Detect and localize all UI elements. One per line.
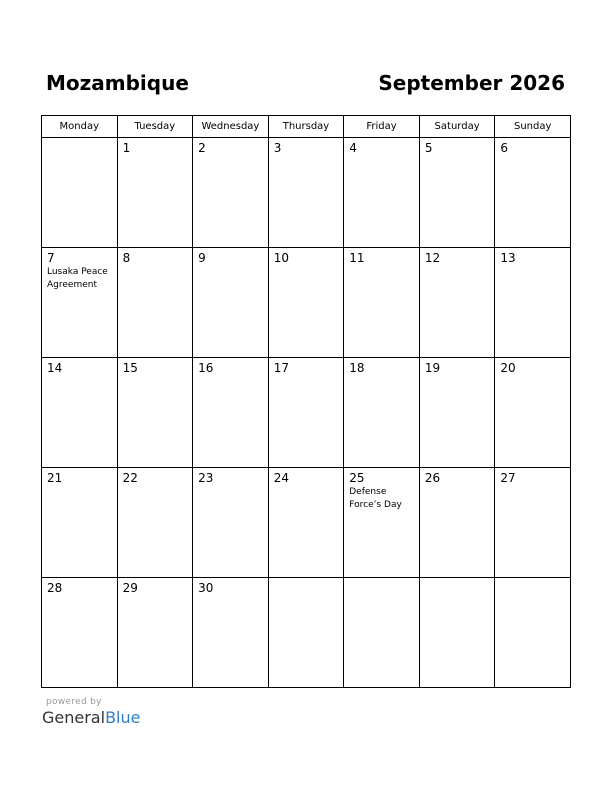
day-cell [268, 468, 344, 578]
day-cell [268, 248, 344, 358]
event-label [344, 375, 419, 376]
event-label [495, 375, 570, 376]
day-cell [495, 468, 571, 578]
week-row [42, 138, 571, 248]
day-number: 8 [122, 251, 131, 265]
event-label [344, 265, 419, 266]
day-number: 10 [273, 251, 289, 265]
day-number: 27 [500, 471, 516, 485]
event-label [118, 595, 193, 596]
day-cell [193, 358, 269, 468]
day-cell [268, 358, 344, 468]
event-label [42, 485, 117, 486]
event-label [420, 581, 495, 582]
generalblue-logo[interactable] [42, 708, 140, 727]
day-number: 5 [424, 141, 433, 155]
day-cell [495, 358, 571, 468]
weekday-header: Tuesday [117, 116, 193, 138]
day-cell [193, 248, 269, 358]
day-number: 18 [349, 361, 365, 375]
day-number: 26 [424, 471, 441, 485]
week-row [42, 468, 571, 578]
day-number: 15 [122, 361, 138, 375]
day-number: 22 [122, 471, 138, 485]
day-cell [193, 578, 269, 688]
day-number: 13 [500, 251, 516, 265]
day-cell [117, 468, 193, 578]
week-row [42, 578, 571, 688]
event-label [193, 155, 268, 156]
weekday-header: Friday [344, 116, 420, 138]
event-label [269, 375, 344, 376]
event-label [269, 265, 344, 266]
day-number: 23 [198, 471, 214, 485]
week-row [42, 248, 571, 358]
day-cell [42, 138, 118, 248]
day-number: 9 [198, 251, 206, 265]
event-label [42, 375, 117, 376]
event-label [193, 265, 268, 266]
day-cell [42, 468, 118, 578]
event-label [42, 595, 117, 596]
day-number: 16 [198, 361, 214, 375]
day-number: 19 [424, 361, 441, 375]
day-cell [117, 138, 193, 248]
day-number: 7 [47, 251, 55, 265]
day-number: 17 [273, 361, 289, 375]
week-row [42, 358, 571, 468]
brand-blue-text: Blue [105, 708, 141, 727]
event-label: Defense Force’s Day [349, 487, 402, 510]
event-label [269, 485, 344, 486]
weekday-header-row [42, 116, 571, 138]
day-cell [193, 138, 269, 248]
day-cell [495, 138, 571, 248]
day-number: 3 [273, 141, 282, 155]
event-label [344, 581, 419, 582]
day-cell [495, 248, 571, 358]
event-label [193, 375, 268, 376]
day-number: 11 [349, 251, 365, 265]
weekday-header: Thursday [268, 116, 344, 138]
event-label [344, 155, 419, 156]
day-cell [495, 578, 571, 688]
day-cell [42, 248, 118, 358]
event-label [269, 581, 344, 582]
day-cell [344, 138, 420, 248]
event-label [193, 485, 268, 486]
event-label [495, 265, 570, 266]
event-label [420, 265, 495, 266]
day-number: 24 [273, 471, 289, 485]
event-label [420, 155, 495, 156]
event-label: Lusaka Peace Agreement [47, 267, 108, 290]
day-cell [117, 248, 193, 358]
weekday-header: Wednesday [193, 116, 269, 138]
day-cell [419, 358, 495, 468]
day-cell [42, 578, 118, 688]
day-cell [268, 138, 344, 248]
day-cell [419, 578, 495, 688]
day-number: 4 [349, 141, 357, 155]
weekday-header: Sunday [495, 116, 571, 138]
event-label [420, 375, 495, 376]
event-label [420, 485, 495, 486]
event-label [118, 265, 193, 266]
event-label [118, 485, 193, 486]
day-cell [344, 248, 420, 358]
event-label [495, 485, 570, 486]
day-number: 12 [424, 251, 441, 265]
day-cell [344, 358, 420, 468]
powered-by-text: powered by [46, 697, 102, 707]
day-number: 20 [500, 361, 516, 375]
day-number: 14 [47, 361, 63, 375]
day-cell [419, 138, 495, 248]
event-label [269, 155, 344, 156]
weekday-header: Monday [42, 116, 118, 138]
day-cell [117, 578, 193, 688]
brand-general-text: General [42, 708, 106, 727]
day-cell [193, 468, 269, 578]
calendar-grid [41, 115, 571, 688]
day-number: 29 [122, 581, 138, 595]
day-cell [419, 248, 495, 358]
day-cell [344, 578, 420, 688]
day-number: 6 [500, 141, 509, 155]
month-year-title: September 2026 [378, 71, 565, 95]
day-cell [42, 358, 118, 468]
weekday-header: Saturday [419, 116, 495, 138]
day-cell [419, 468, 495, 578]
day-cell [344, 468, 420, 578]
day-number: 21 [47, 471, 63, 485]
day-number: 25 [349, 471, 365, 485]
event-label [495, 581, 570, 582]
day-cell [268, 578, 344, 688]
day-number: 1 [122, 141, 131, 155]
event-label [42, 141, 117, 142]
event-label [118, 155, 193, 156]
event-label [193, 595, 268, 596]
event-label [495, 155, 570, 156]
day-number: 30 [198, 581, 214, 595]
day-number: 2 [198, 141, 206, 155]
day-cell [117, 358, 193, 468]
country-title: Mozambique [46, 71, 189, 95]
day-number: 28 [47, 581, 63, 595]
event-label [118, 375, 193, 376]
